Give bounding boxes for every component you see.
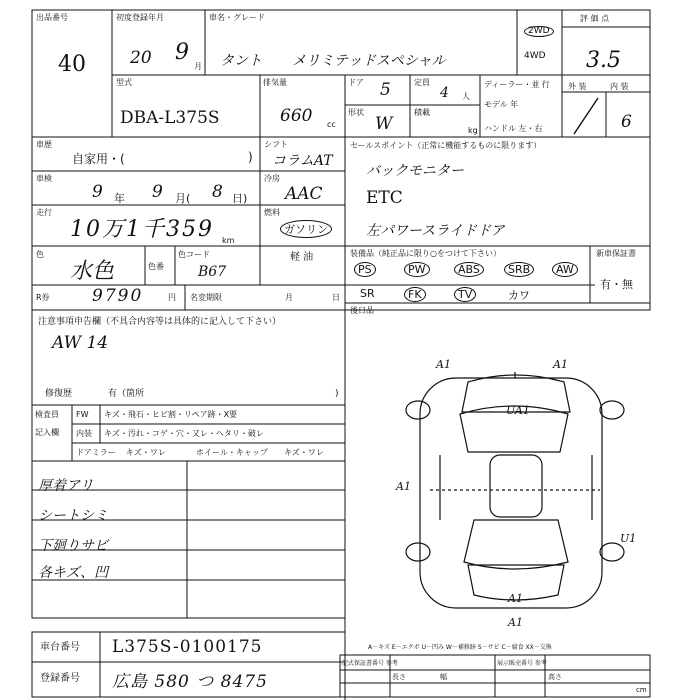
sales-point-item: 左パワースライドドア	[366, 223, 505, 239]
reg-month-unit: 月	[285, 293, 293, 302]
dealer-label: ディーラー・並 行	[484, 80, 550, 89]
lot-number-label: 出品番号	[36, 13, 68, 22]
chassis-number: L375S-0100175	[112, 637, 263, 657]
door-label: ドア	[348, 78, 364, 87]
inspection-year-unit: 年	[114, 192, 125, 205]
use-close: )	[248, 150, 253, 164]
damage-mark: A1	[553, 358, 568, 371]
inspection-month: 9	[152, 182, 163, 202]
chassis-label: 車台番号	[40, 642, 80, 653]
model-year-label: モデル 年	[484, 100, 519, 109]
wheel-cap-values: キズ・ワレ	[284, 448, 324, 457]
displacement: 660	[280, 106, 313, 126]
remark-item: シートシミ	[38, 508, 108, 524]
remark-item: 各キズ、凹	[38, 565, 109, 581]
capacity: 4	[440, 85, 449, 101]
fuel-alt: 軽 油	[290, 252, 314, 263]
registration-deadline-label: 名変期限	[190, 293, 222, 302]
drive-4wd: 4WD	[524, 51, 546, 61]
use: 自家用・(	[72, 152, 125, 166]
repair: 有（箇所	[108, 389, 145, 399]
equip-sr: SR	[360, 287, 375, 300]
lot-number: 40	[58, 52, 86, 77]
damage-mark: U1	[620, 532, 637, 545]
fuel: ガソリン	[280, 220, 332, 238]
mileage-label: 走行	[36, 208, 52, 217]
repair-close: )	[335, 389, 339, 399]
model-label: 型式	[116, 78, 132, 87]
km-unit: km	[222, 236, 235, 245]
handle-label: ハンドル 左・右	[484, 124, 543, 133]
cc-unit: cc	[327, 120, 336, 129]
after-items-label: 後日品	[350, 306, 374, 315]
legend-box-1: 記式保証書番号 参考	[342, 660, 398, 667]
plate-number: 広島 580 つ 8475	[112, 672, 268, 692]
ac-label: 冷房	[264, 174, 280, 183]
load-label: 積載	[414, 108, 430, 117]
cm-unit: cm	[636, 686, 647, 694]
interior-head: 内装	[76, 429, 92, 438]
wheel-cap-label: ホイール・キャップ	[196, 448, 268, 457]
remark-item: 下廻りサビ	[38, 538, 108, 554]
interior-label: 内 装	[610, 82, 629, 91]
warranty: 有・無	[600, 278, 633, 291]
mileage: 10万1千359	[70, 217, 214, 242]
recycle-label: R券	[36, 293, 50, 302]
equip-srb: SRB	[504, 262, 534, 277]
notes-text: AW 14	[52, 333, 109, 353]
sales-points-label: セールスポイント（正常に機能するものに限ります）	[350, 141, 542, 150]
legend-box-2: 展示販売番号 参考	[497, 660, 547, 667]
height-label: 高さ	[548, 673, 562, 681]
first-registration-month: 9	[175, 40, 189, 65]
month-unit: 月	[194, 62, 202, 71]
diagram-legend: A－キズ E－エクボ U－凹み W－補修跡 S－サビ C－腐食 XX－交換	[368, 644, 552, 651]
inspection-year: 9	[92, 182, 103, 202]
persons-unit: 人	[462, 92, 470, 101]
displacement-label: 排気量	[263, 78, 287, 87]
kg-unit: kg	[468, 126, 478, 135]
car-name: タント	[220, 53, 262, 69]
damage-mark: A1	[508, 616, 523, 629]
inspection-month-unit: 月(	[175, 192, 191, 205]
equip-leather: カワ	[508, 289, 530, 302]
door-count: 5	[380, 80, 391, 100]
inspection-label: 車検	[36, 174, 52, 183]
fw-row: キズ・飛石・ヒビ割・リペア跡・X要	[104, 410, 238, 419]
ac: AAC	[285, 184, 323, 204]
notes-label: 注意事項申告欄（不具合内容等は具体的に記入して下さい）	[38, 317, 282, 327]
color: 水色	[70, 259, 115, 284]
sales-point-item: ETC	[366, 188, 403, 208]
equipment-label: 装備品（純正品に限り○をつけて下さい）	[350, 249, 501, 258]
first-registration-year: 20	[130, 48, 152, 68]
fw-head: FW	[76, 410, 89, 419]
shift-label: シフト	[264, 140, 288, 149]
damage-mark: A1	[508, 592, 523, 605]
fuel-label: 燃料	[264, 208, 280, 217]
shift: コラムAT	[272, 153, 333, 169]
inspection-day-unit: 日)	[232, 192, 248, 205]
repair-label: 修復歴	[45, 389, 73, 399]
equip-aw: AW	[552, 262, 578, 277]
width-label: 幅	[440, 673, 447, 681]
exterior-label: 外 装	[568, 82, 587, 91]
inspector-entry-label: 記入欄	[35, 428, 59, 437]
warranty-label: 新車保証書	[596, 249, 636, 258]
color-code: B67	[198, 264, 227, 280]
equip-tv: TV	[454, 287, 476, 302]
shape: W	[375, 114, 393, 134]
equip-abs: ABS	[454, 262, 484, 277]
first-registration-label: 初度登録年月	[116, 13, 164, 22]
shape-label: 形状	[348, 108, 364, 117]
equip-ps: PS	[354, 262, 376, 277]
inspection-day: 8	[212, 182, 223, 202]
door-mirror-values: キズ・ワレ	[126, 448, 166, 457]
inspector-label: 検査員	[35, 410, 59, 419]
use-label: 車歴	[36, 140, 52, 149]
score-label: 評 価 点	[580, 14, 610, 23]
color-code-label: 色コード	[178, 250, 210, 259]
equip-pw: PW	[404, 262, 430, 277]
damage-mark: A1	[396, 480, 411, 493]
color-label: 色	[36, 250, 44, 259]
reg-day-unit: 日	[332, 293, 340, 302]
car-grade: メリミテッドスペシャル	[292, 53, 446, 69]
car-name-grade-label: 車名・グレード	[209, 13, 265, 22]
recycle-amount: 9790	[92, 286, 144, 306]
plate-label: 登録番号	[40, 673, 80, 684]
interior-row: キズ・汚れ・コゲ・穴・又レ・ヘタリ・破レ	[104, 429, 264, 438]
sales-point-item: バックモニター	[366, 163, 464, 179]
remark-item: 厚着アリ	[38, 478, 94, 494]
interior-score: 6	[621, 112, 632, 132]
door-mirror-label: ドアミラー	[76, 448, 116, 457]
capacity-label: 定員	[414, 78, 430, 87]
damage-mark: UA1	[506, 404, 530, 417]
yen-unit: 円	[168, 293, 176, 302]
damage-mark: A1	[436, 358, 451, 371]
color-number-label: 色番	[148, 262, 164, 271]
score: 3.5	[586, 48, 621, 73]
model: DBA-L375S	[120, 108, 220, 128]
equip-fk: FK	[404, 287, 426, 302]
drive-2wd: 2WD	[524, 26, 554, 37]
length-label: 長さ	[392, 673, 406, 681]
